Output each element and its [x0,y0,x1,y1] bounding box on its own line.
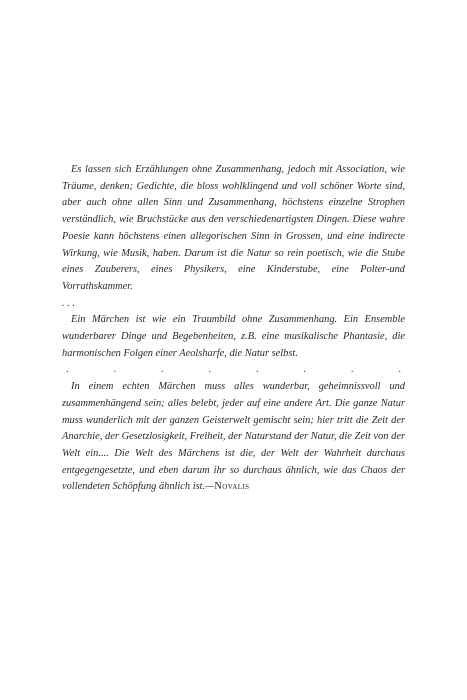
separator-dot: . [66,364,69,376]
epigraph-paragraph-1 [62,162,405,296]
separator-dots [62,362,405,379]
separator-dot: . [113,364,117,376]
paragraph-1-text: Es lassen sich Erzählungen ohne Zusammenhang, jedoch mit Association, wie Träume, denken; Gedichte, die bloss wohlklingend und voll schöner Worte sind, aber auch ohne allen Sinn und Zusammenhang, höchstens einzelne Strophen verständlich, wie Bruchstücke aus den verschiedenartigsten Dingen. Diese wahre Poesie kann höchstens einen allegorischen Sinn in Grossen, und eine indirecte Wirkung, wie Musik, haben. Darum ist die Natur so rein poetisch, wie die Stube eines Zauberers, eines Physikers, eine Kinderstube, eine Polter-und Vorrathskammer. [62,164,405,292]
attribution-dash: — [205,481,215,493]
paragraph-2-text: Ein Märchen ist wie ein Traumbild ohne Zusammenhang. Ein Ensemble wunderbarer Dinge und Begebenheiten, z.B. eine musikalische Phantasie, die harmonischen Folgen einer Aeolsharfe, die Natur selbst. [62,314,405,359]
epigraph-paragraph-3 [62,379,405,496]
separator-dot: . [350,364,354,376]
ellipsis: . . . [62,297,75,309]
separator-dot: . [303,364,307,376]
separator-dot: . [255,364,259,376]
ellipsis-line [62,296,405,313]
epigraph-block [62,162,405,496]
separator-dot: . [160,364,164,376]
epigraph-paragraph-2 [62,312,405,362]
separator-dot: . [398,364,401,376]
separator-dot: . [208,364,212,376]
paragraph-3-text: In einem echten Märchen muss alles wunderbar, geheimnissvoll und zusammenhängend sein; alles belebt, jeder auf eine andere Art. Die ganze Natur muss wunderlich mit der ganzen Geisterwelt gemischt sein; hier tritt die Zeit der Anarchie, der Gesetzlosigkeit, Freiheit, der Naturstand der Natur, die Zeit von der Welt ein.... Die Welt des Märchens ist die, der Welt der Wahrheit durchaus entgegengesetzte, und eben darum ihr so durchaus ähnlich, wie das Chaos der vollendeten Schöpfung ähnlich ist. [62,381,405,493]
author-name: Novalis [214,481,250,493]
